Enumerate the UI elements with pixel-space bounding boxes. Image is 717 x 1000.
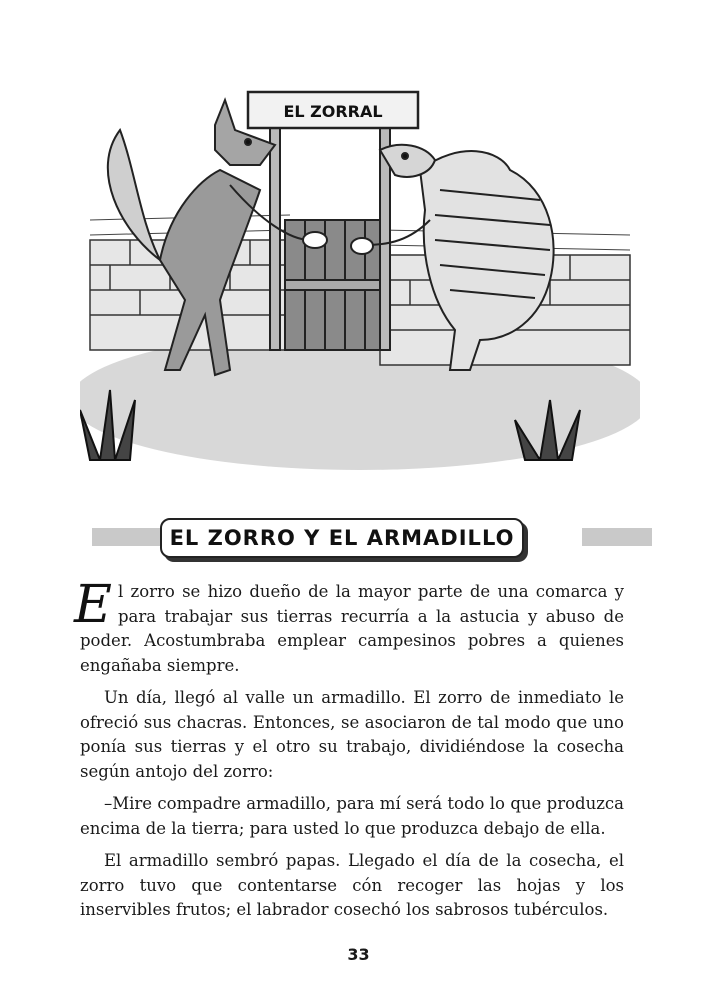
fox-armadillo-illustration [80, 70, 640, 470]
title-box [160, 518, 524, 558]
zorral-sign [248, 92, 418, 128]
sign-text: EL ZORRAL [283, 102, 383, 121]
story-body [74, 575, 624, 931]
title-bar-right [582, 528, 652, 546]
paragraph-1-text: l zorro se hizo dueño de la mayor parte de una comarca y para trabajar sus tierras recurría a la astucia y abuso de poder. Acostumbraba emplear campesinos pobres a quienes engañaba siempre. [80, 582, 624, 675]
paragraph-3: –Mire compadre armadillo, para mí será todo lo que produzca encima de la tierra; para usted lo que produzca debajo de ella. [80, 794, 624, 838]
paragraph-1 [74, 575, 624, 678]
title-banner [92, 518, 652, 558]
drop-cap: E [74, 575, 112, 635]
paragraph-2: Un día, llegó al valle un armadillo. El zorro de inmediato le ofreció sus chacras. Entonces, se asociaron de tal modo que uno ponía sus tierras y el otro su trabajo, dividiéndose la cosecha según antojo del zorro: [80, 688, 624, 781]
story-title: EL ZORRO Y EL ARMADILLO [169, 526, 515, 550]
paragraph-4: El armadillo sembró papas. Llegado el día de la cosecha, el zorro tuvo que contentarse cón recoger las hojas y los inservibles frutos; el labrador cosechó los sabrosos tubérculos. [80, 851, 624, 919]
page-number: 33 [347, 945, 370, 964]
gate [270, 110, 390, 350]
